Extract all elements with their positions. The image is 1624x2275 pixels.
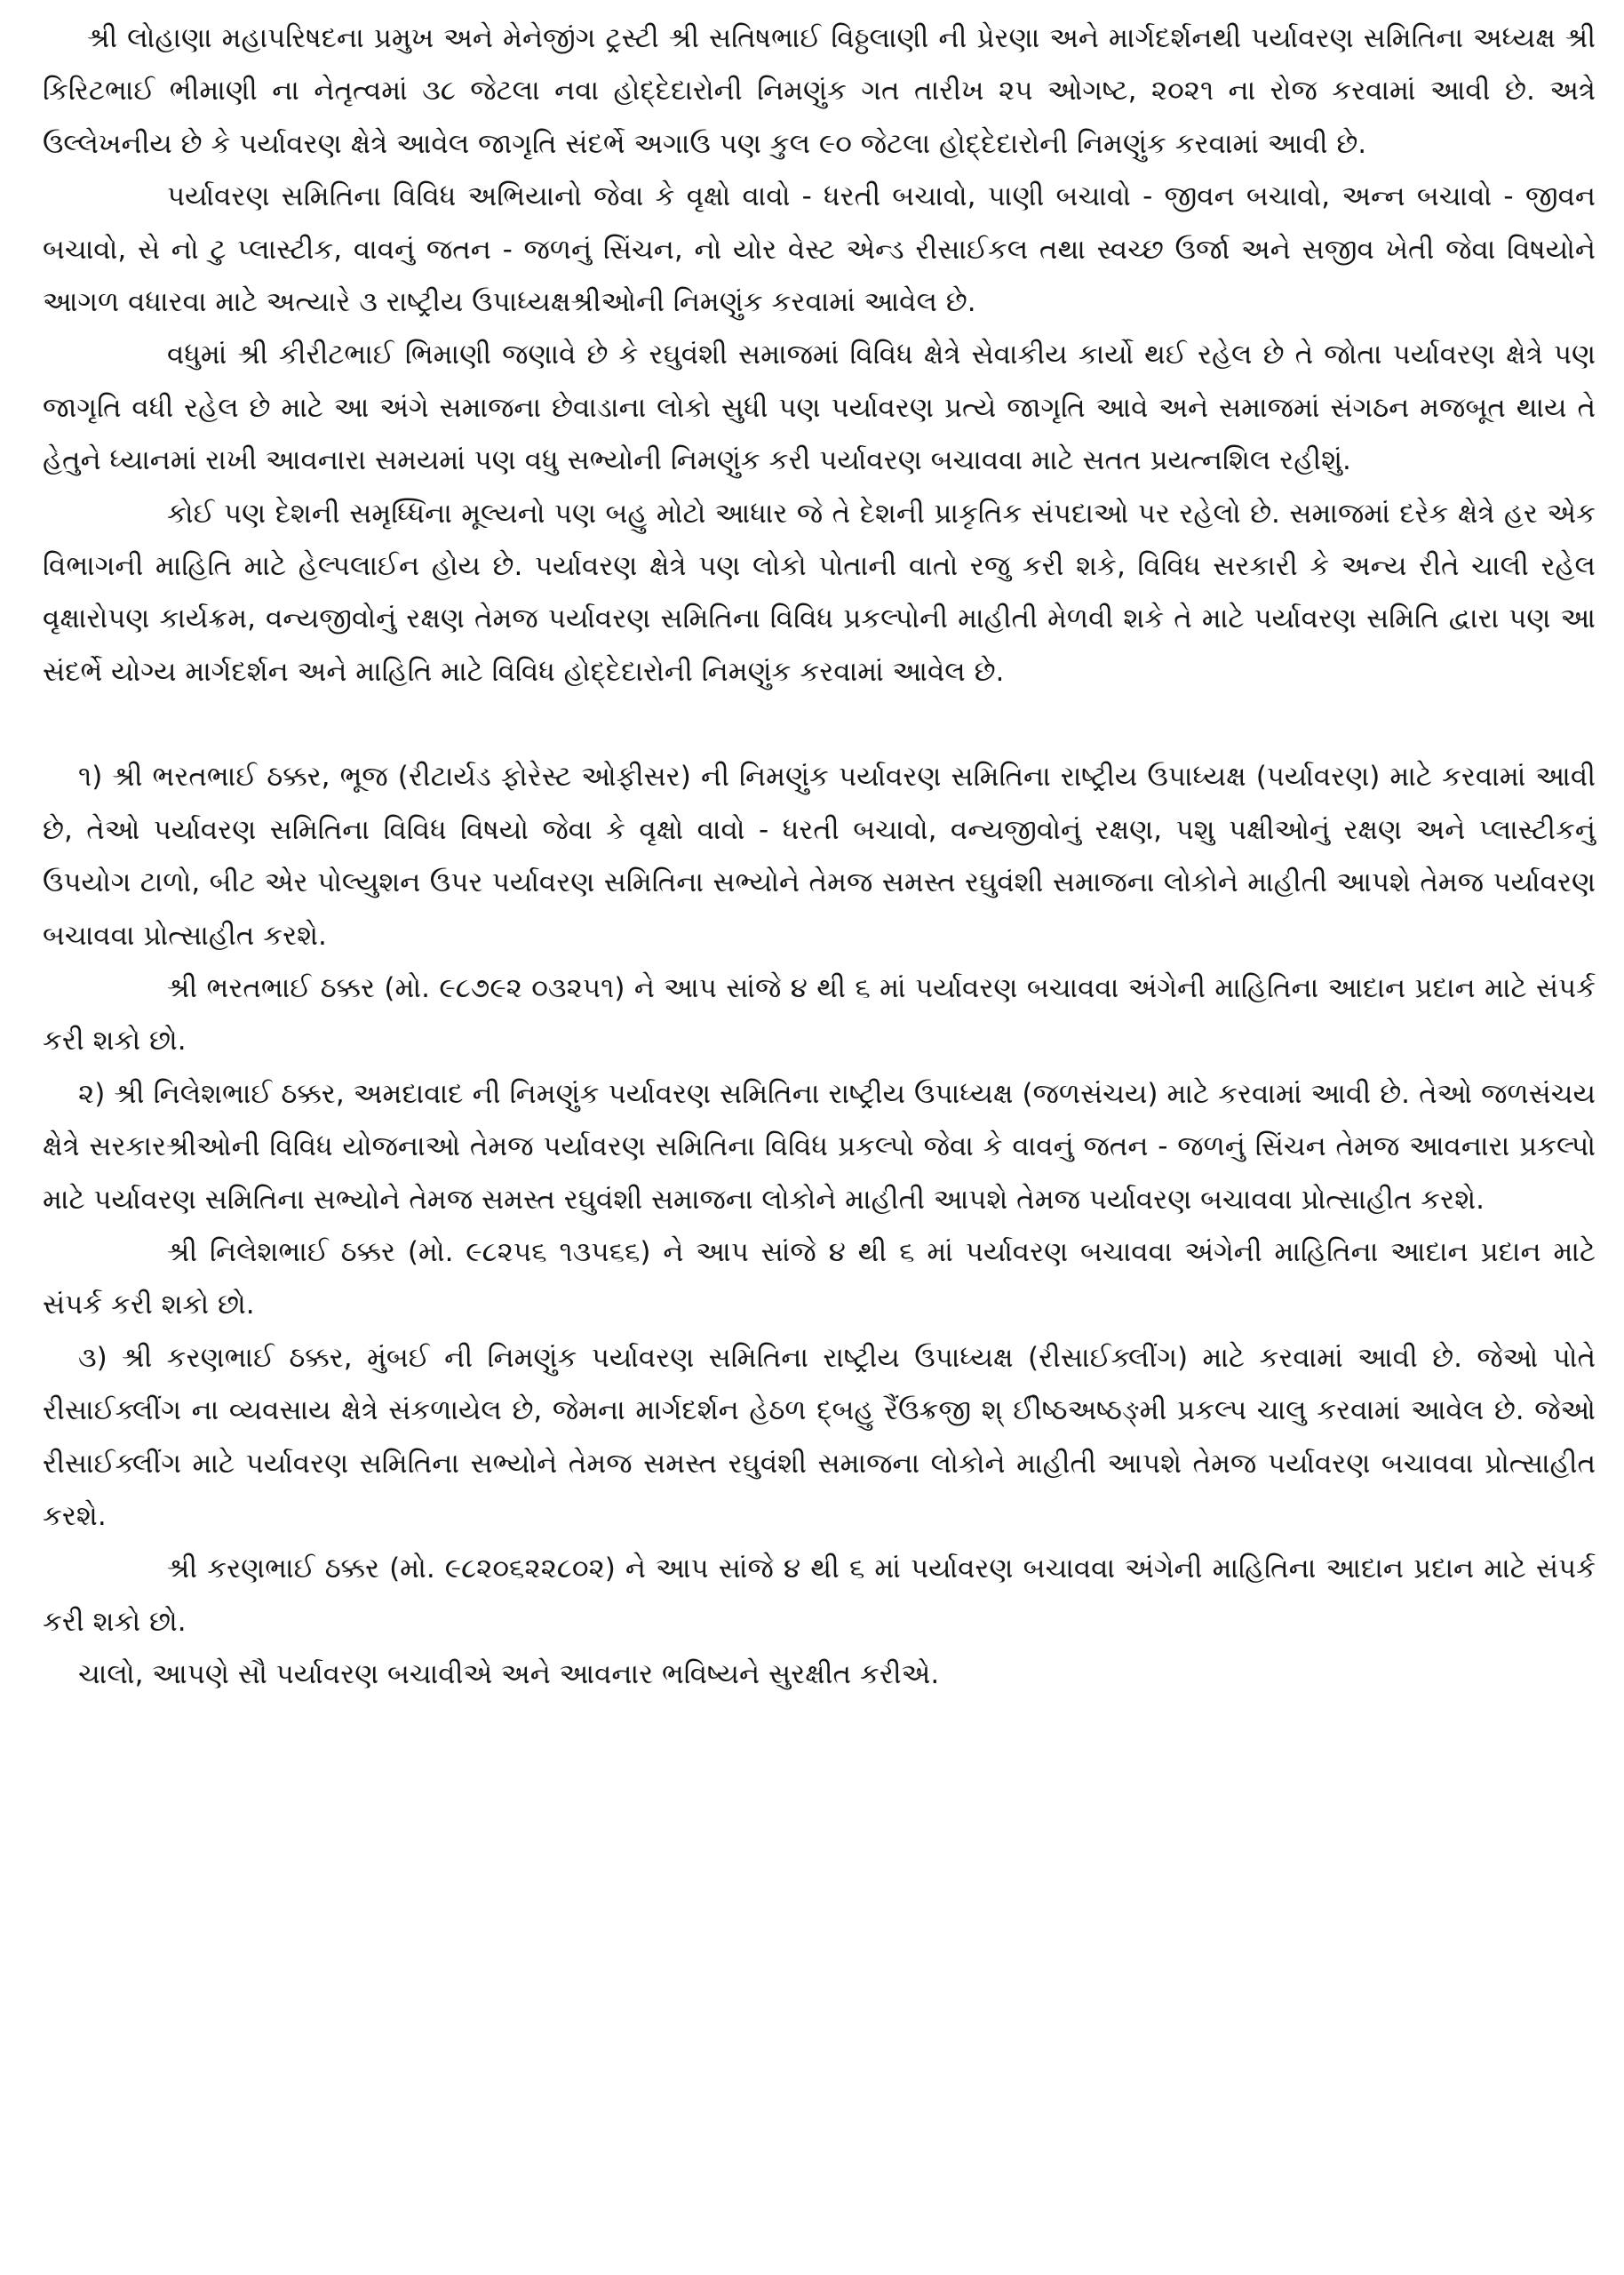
intro-paragraph-awareness: વધુમાં શ્રી કીરીટભાઈ ભિમાણી જણાવે છે કે રઘુવંશી સમાજમાં વિવિધ ક્ષેત્રે સેવાકીય કાર્યો થઈ રહેલ છે તે જોતા પર્યાવરણ ક્ષેત્રે પણ જાગૃતિ વધી રહેલ છે માટે આ અંગે સમાજના છેવાડાના લોકો સુધી પણ પર્યાવરણ પ્રત્યે જાગૃતિ આવે અને સમાજમાં સંગઠન મજબૂત થાય તે હેતુને ધ્યાનમાં રાખી આવનારા સમયમાં પણ વધુ સભ્યોની નિમણુંક કરી પર્યાવરણ બચાવવા માટે સતત પ્રયત્નશિલ રહીશું. <box>43 339 1596 477</box>
closing-line: ચાલો, આપણે સૌ પર્યાવરણ બચાવીએ અને આવનાર ભવિષ્યને સુરક્ષીત કરીએ. <box>78 1658 940 1691</box>
appointment-3-description: ૩) શ્રી કરણભાઈ ઠક્કર, મુંબઈ ની નિમણુંક પર્યાવરણ સમિતિના રાષ્ટ્રીય ઉપાધ્યક્ષ (રીસાઈક્લીંગ) માટે કરવામાં આવી છે. જેઓ પોતે રીસાઈક્લીંગ ના વ્યવસાય ક્ષેત્રે સંકળાયેલ છે, જેમના માર્ગદર્શન હેઠળ દ્બહુ રૈંઉક્રજી શ્ ઈીષ્ઠઅષ્ઠઙ્મી પ્રકલ્પ ચાલુ કરવામાં આવેલ છે. જેઓ રીસાઈક્લીંગ માટે પર્યાવરણ સમિતિના સભ્યોને તેમજ સમસ્ત રઘુવંશી સમાજના લોકોને માહીતી આપશે તેમજ પર્યાવરણ બચાવવા પ્રોત્સાહીત કરશે. <box>43 1341 1596 1532</box>
appointment-2-description: ૨) શ્રી નિલેશભાઈ ઠક્કર, અમદાવાદ ની નિમણુંક પર્યાવરણ સમિતિના રાષ્ટ્રીય ઉપાધ્યક્ષ (જળસંચય) માટે કરવામાં આવી છે. તેઓ જળસંચય ક્ષેત્રે સરકારશ્રીઓની વિવિધ યોજનાઓ તેમજ પર્યાવરણ સમિતિના વિવિધ પ્રકલ્પો જેવા કે વાવનું જતન - જળનું સિંચન તેમજ આવનારા પ્રકલ્પો માટે પર્યાવરણ સમિતિના સભ્યોને તેમજ સમસ્ત રઘુવંશી સમાજના લોકોને માહીતી આપશે તેમજ પર્યાવરણ બચાવવા પ્રોત્સાહીત કરશે. <box>43 1077 1596 1216</box>
appointment-3-contact: શ્રી કરણભાઈ ઠક્કર (મો. ૯૮૨૦૬૨૨૮૦૨) ને આપ સાંજે ૪ થી ૬ માં પર્યાવરણ બચાવવા અંગેની માહિતિના આદાન પ્રદાન માટે સંપર્ક કરી શકો છો. <box>43 1553 1596 1638</box>
appointment-2-contact: શ્રી નિલેશભાઈ ઠક્કર (મો. ૯૮૨૫૬ ૧૩૫૬૬) ને આપ સાંજે ૪ થી ૬ માં પર્યાવરણ બચાવવા અંગેની માહિતિના આદાન પ્રદાન માટે સંપર્ક કરી શકો છો. <box>43 1235 1596 1321</box>
intro-paragraph-campaigns: પર્યાવરણ સમિતિના વિવિધ અભિયાનો જેવા કે વૃક્ષો વાવો - ધરતી બચાવો, પાણી બચાવો - જીવન બચાવો, અન્ન બચાવો - જીવન બચાવો, સે નો ટુ પ્લાસ્ટીક, વાવનું જતન - જળનું સિંચન, નો યોર વેસ્ટ એન્ડ રીસાઈકલ તથા સ્વચ્છ ઉર્જા અને સજીવ ખેતી જેવા વિષયોને આગળ વધારવા માટે અત્યારે ૩ રાષ્ટ્રીય ઉપાધ્યક્ષશ્રીઓની નિમણુંક કરવામાં આવેલ છે. <box>43 180 1596 319</box>
intro-paragraph-appointments: શ્રી લોહાણા મહાપરિષદના પ્રમુખ અને મેનેજીંગ ટ્રસ્ટી શ્રી સતિષભાઈ વિઠ્ઠલાણી ની પ્રેરણા અને માર્ગદર્શનથી પર્યાવરણ સમિતિના અધ્યક્ષ શ્રી કિરિટભાઈ ભીમાણી ના નેતૃત્વમાં ૩૮ જેટલા નવા હોદ્દેદારોની નિમણુંક ગત તારીખ ૨૫ ઓગષ્ટ, ૨૦૨૧ ના રોજ કરવામાં આવી છે. અત્રે ઉલ્લેખનીય છે કે પર્યાવરણ ક્ષેત્રે આવેલ જાગૃતિ સંદર્ભે અગાઉ પણ કુલ ૯૦ જેટલા હોદ્દેદારોની નિમણુંક કરવામાં આવી છે. <box>43 22 1596 160</box>
intro-paragraph-helpline: કોઈ પણ દેશની સમૃધ્ધિના મૂલ્યનો પણ બહુ મોટો આધાર જે તે દેશની પ્રાકૃતિક સંપદાઓ પર રહેલો છે. સમાજમાં દરેક ક્ષેત્રે હર એક વિભાગની માહિતિ માટે હેલ્પલાઈન હોય છે. પર્યાવરણ ક્ષેત્રે પણ લોકો પોતાની વાતો રજુ કરી શકે, વિવિધ સરકારી કે અન્ય રીતે ચાલી રહેલ વૃક્ષારોપણ કાર્યક્રમ, વન્યજીવોનું રક્ષણ તેમજ પર્યાવરણ સમિતિના વિવિધ પ્રકલ્પોની માહીતી મેળવી શકે તે માટે પર્યાવરણ સમિતિ દ્વારા પણ આ સંદર્ભે યોગ્ય માર્ગદર્શન અને માહિતિ માટે વિવિધ હોદ્દેદારોની નિમણુંક કરવામાં આવેલ છે. <box>43 497 1596 688</box>
section-spacer <box>43 698 1596 751</box>
appointment-1-description: ૧) શ્રી ભરતભાઈ ઠક્કર, ભૂજ (રીટાર્યડ ફોરેસ્ટ ઓફીસર) ની નિમણુંક પર્યાવરણ સમિતિના રાષ્ટ્રીય ઉપાધ્યક્ષ (પર્યાવરણ) માટે કરવામાં આવી છે, તેઓ પર્યાવરણ સમિતિના વિવિધ વિષયો જેવા કે વૃક્ષો વાવો - ધરતી બચાવો, વન્યજીવોનું રક્ષણ, પશુ પક્ષીઓનું રક્ષણ અને પ્લાસ્ટીકનું ઉપયોગ ટાળો, બીટ એર પોલ્યુશન ઉપર પર્યાવરણ સમિતિના સભ્યોને તેમજ સમસ્ત રઘુવંશી સમાજના લોકોને માહીતી આપશે તેમજ પર્યાવરણ બચાવવા પ્રોત્સાહીત કરશે. <box>43 761 1596 952</box>
document-page <box>43 12 1596 1702</box>
appointment-1-contact: શ્રી ભરતભાઈ ઠક્કર (મો. ૯૮૭૯૨ ૦૩૨૫૧) ને આપ સાંજે ૪ થી ૬ માં પર્યાવરણ બચાવવા અંગેની માહિતિના આદાન પ્રદાન માટે સંપર્ક કરી શકો છો. <box>43 971 1596 1058</box>
